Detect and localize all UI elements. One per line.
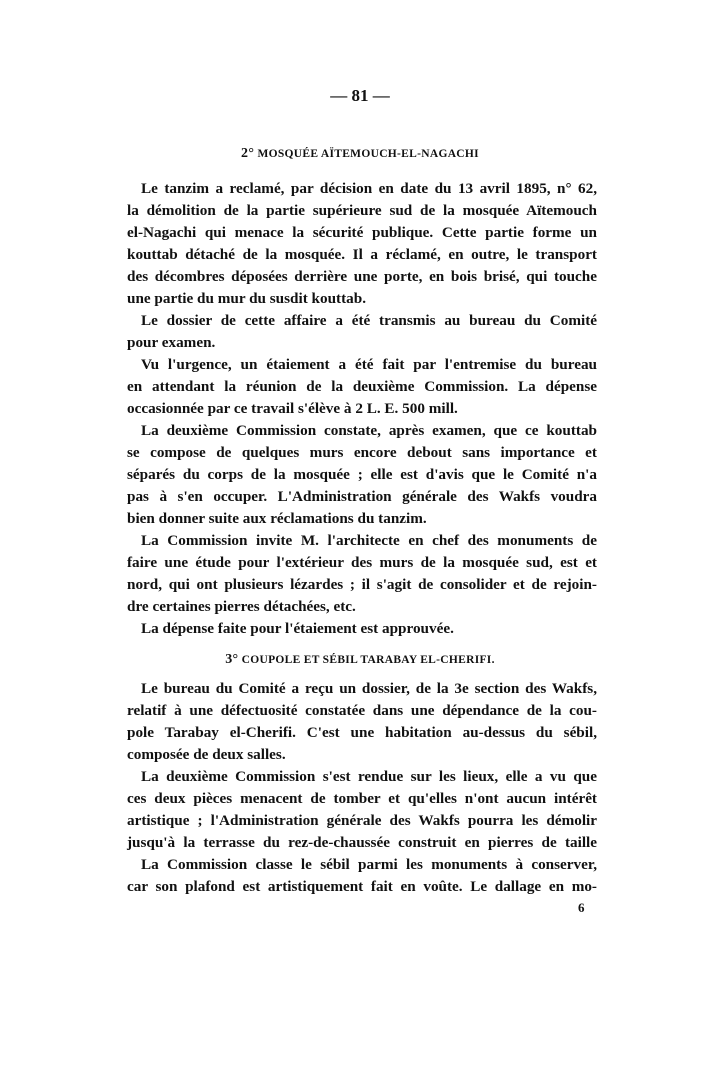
text-line: pas à s'en occuper. L'Administration générale des Wakfs voudra [127,488,597,505]
section-number: 2° [241,146,255,161]
text-line: séparés du corps de la mosquée ; elle est d'avis que le Comité n'a [127,466,597,483]
text-line: La deuxième Commission constate, après examen, que ce kouttab [141,422,597,439]
text-line: bien donner suite aux réclamations du tanzim. [127,510,427,527]
section-heading-3 [0,652,720,668]
text-line: une partie du mur du susdit kouttab. [127,290,366,307]
signature-mark: 6 [578,900,585,915]
text-line: Le bureau du Comité a reçu un dossier, de la 3e section des Wakfs, [141,680,597,697]
text-line: el-Nagachi qui menace la sécurité publique. Cette partie forme un [127,224,597,241]
section-number: 3° [225,652,239,667]
text-line: Vu l'urgence, un étaiement a été fait par l'entremise du bureau [141,356,597,373]
text-line: dre certaines pierres détachées, etc. [127,598,356,615]
text-line: La dépense faite pour l'étaiement est approuvée. [141,620,454,637]
text-line: nord, qui ont plusieurs lézardes ; il s'agit de consolider et de rejoin- [127,576,597,593]
text-line: La deuxième Commission s'est rendue sur les lieux, elle a vu que [141,768,597,785]
text-line: car son plafond est artistiquement fait en voûte. Le dallage en mo- [127,878,597,895]
text-line: la démolition de la partie supérieure sud de la mosquée Aïtemouch [127,202,597,219]
text-line: relatif à une défectuosité constatée dans une dépendance de la cou- [127,702,597,719]
text-line: La Commission invite M. l'architecte en chef des monuments de [141,532,597,549]
section-title: MOSQUÉE AÏTEMOUCH-EL-NAGACHI [257,148,479,160]
text-line: occasionnée par ce travail s'élève à 2 L. E. 500 mill. [127,400,458,417]
text-line: kouttab détaché de la mosquée. Il a réclamé, en outre, le transport [127,246,597,263]
text-line: se compose de quelques murs encore debout sans importance et [127,444,597,461]
text-line: Le dossier de cette affaire a été transmis au bureau du Comité [141,312,597,329]
text-line: en attendant la réunion de la deuxième Commission. La dépense [127,378,597,395]
text-line: jusqu'à la terrasse du rez-de-chaussée construit en pierres de taille [127,834,597,851]
text-line: Le tanzim a reclamé, par décision en date du 13 avril 1895, n° 62, [141,180,597,197]
text-line: pour examen. [127,334,216,351]
text-line: des décombres déposées derrière une porte, en bois brisé, qui touche [127,268,597,285]
section-heading-2 [0,146,720,162]
text-line: faire une étude pour l'extérieur des murs de la mosquée sud, est et [127,554,597,571]
page-number: — 81 — [330,86,390,105]
text-line: artistique ; l'Administration générale des Wakfs pourra les démolir [127,812,597,829]
text-line: pole Tarabay el-Cherifi. C'est une habitation au-dessus du sébil, [127,724,597,741]
text-line: composée de deux salles. [127,746,286,763]
text-line: La Commission classe le sébil parmi les monuments à conserver, [141,856,597,873]
section-title: COUPOLE ET SÉBIL TARABAY EL-CHERIFI. [241,654,495,666]
text-line: ces deux pièces menacent de tomber et qu'elles n'ont aucun intérêt [127,790,597,807]
